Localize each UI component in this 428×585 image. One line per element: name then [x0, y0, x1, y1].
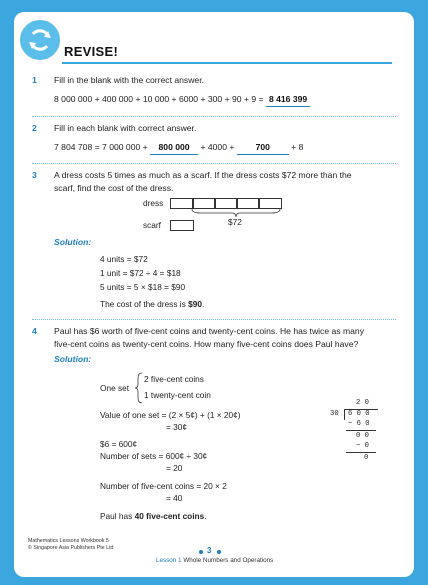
q2-part3: + 8: [291, 142, 304, 152]
q3-line2: scarf, find the cost of the dress.: [54, 183, 174, 193]
q4-line2: five-cent coins as twenty-cent coins. How many five-cent coins does Paul have?: [54, 339, 359, 349]
header: [14, 12, 414, 72]
sets-line-2: = 20: [166, 463, 183, 473]
q2-number: 2: [32, 123, 37, 133]
ld-step2: 0 0: [356, 432, 369, 440]
ld-step1: − 6 0: [348, 420, 370, 428]
lesson-title: Whole Numbers and Operations: [183, 557, 274, 564]
ld-dividend: 6 0 0: [348, 410, 370, 418]
five-line-2: = 40: [166, 493, 183, 503]
model-brace-label: $72: [228, 217, 242, 227]
model-label-dress: dress: [143, 198, 164, 208]
q1-expression-line: [54, 93, 310, 107]
footer-publisher: © Singapore Asia Publishers Pte Ltd: [28, 545, 114, 551]
q1-expression: 8 000 000 + 400 000 + 10 000 + 6000 + 300 + 90 + 9 =: [54, 94, 264, 104]
q4-line1: Paul has $6 worth of five-cent coins and twenty-cent coins. He has twice as many: [54, 326, 365, 336]
q3-conclusion-answer: $90: [188, 299, 202, 309]
ld-quotient: 2 0: [356, 399, 369, 407]
ld-step3: − 0: [356, 442, 369, 450]
one-set-label: One set: [100, 383, 130, 393]
page-title: REVISE!: [64, 44, 119, 59]
value-line-1: Value of one set = (2 × 5¢) + (1 × 20¢): [100, 410, 241, 420]
q3-conclusion: [100, 299, 204, 310]
separator: [32, 319, 396, 320]
q4-conclusion: [100, 511, 207, 522]
q3-step: 4 units = $72: [100, 254, 148, 264]
q1-prompt: Fill in the blank with the correct answer.: [54, 75, 204, 85]
q3-step: 5 units = 5 × $18 = $90: [100, 282, 186, 292]
separator: [32, 163, 396, 164]
q2-part1: 7 804 708 = 7 000 000 +: [54, 142, 148, 152]
lesson-label: Lesson 1: [156, 557, 182, 564]
set-item-2: 1 twenty-cent coin: [144, 390, 211, 400]
ld-line: [346, 452, 376, 453]
q3-step: 1 unit = $72 ÷ 4 = $18: [100, 268, 181, 278]
q4-conclusion-period: .: [204, 511, 207, 521]
q3-number: 3: [32, 170, 37, 180]
set-brace: [134, 372, 144, 404]
head-refresh-icon: [18, 18, 62, 62]
money-line: $6 = 600¢: [100, 439, 138, 449]
ld-divisor: 30: [330, 410, 339, 418]
q2-blank2: 700: [237, 141, 289, 155]
ld-remainder: 0: [364, 454, 369, 462]
footer-book: Mathematics Lessons Workbook 5: [28, 538, 109, 544]
page-dot-right: [217, 550, 221, 554]
separator: [32, 116, 396, 117]
q3-conclusion-period: .: [201, 299, 205, 309]
ld-bracket: [344, 409, 345, 420]
q1-answer: 8 416 399: [266, 93, 310, 107]
page-number: 3: [207, 546, 212, 555]
q4-conclusion-text: Paul has: [100, 511, 133, 521]
q2-prompt: Fill in each blank with correct answer.: [54, 123, 197, 133]
q3-conclusion-text: The cost of the dress is: [100, 299, 186, 309]
set-item-1: 2 five-cent coins: [144, 374, 204, 384]
ld-line: [346, 430, 376, 431]
q3-solution-label: Solution:: [54, 237, 92, 247]
value-line-2: = 30¢: [166, 422, 187, 432]
model-unit: [170, 220, 194, 231]
q1-number: 1: [32, 75, 37, 85]
q2-expression-line: [54, 141, 303, 155]
q4-number: 4: [32, 326, 37, 336]
q2-blank1: 800 000: [150, 141, 198, 155]
five-line-1: Number of five-cent coins = 20 × 2: [100, 481, 227, 491]
q2-part2: + 4000 +: [200, 142, 235, 152]
title-rule: [62, 62, 392, 64]
q4-conclusion-answer: 40 five-cent coins: [134, 511, 205, 521]
page-dot-left: [199, 550, 203, 554]
q4-solution-label: Solution:: [54, 354, 92, 364]
sets-line-1: Number of sets = 600¢ ÷ 30¢: [100, 451, 208, 461]
model-label-scarf: scarf: [143, 220, 161, 230]
worksheet-page: [14, 12, 414, 577]
q3-line1: A dress costs 5 times as much as a scarf. If the dress costs $72 more than the: [54, 170, 352, 180]
footer-lesson: [156, 557, 273, 564]
